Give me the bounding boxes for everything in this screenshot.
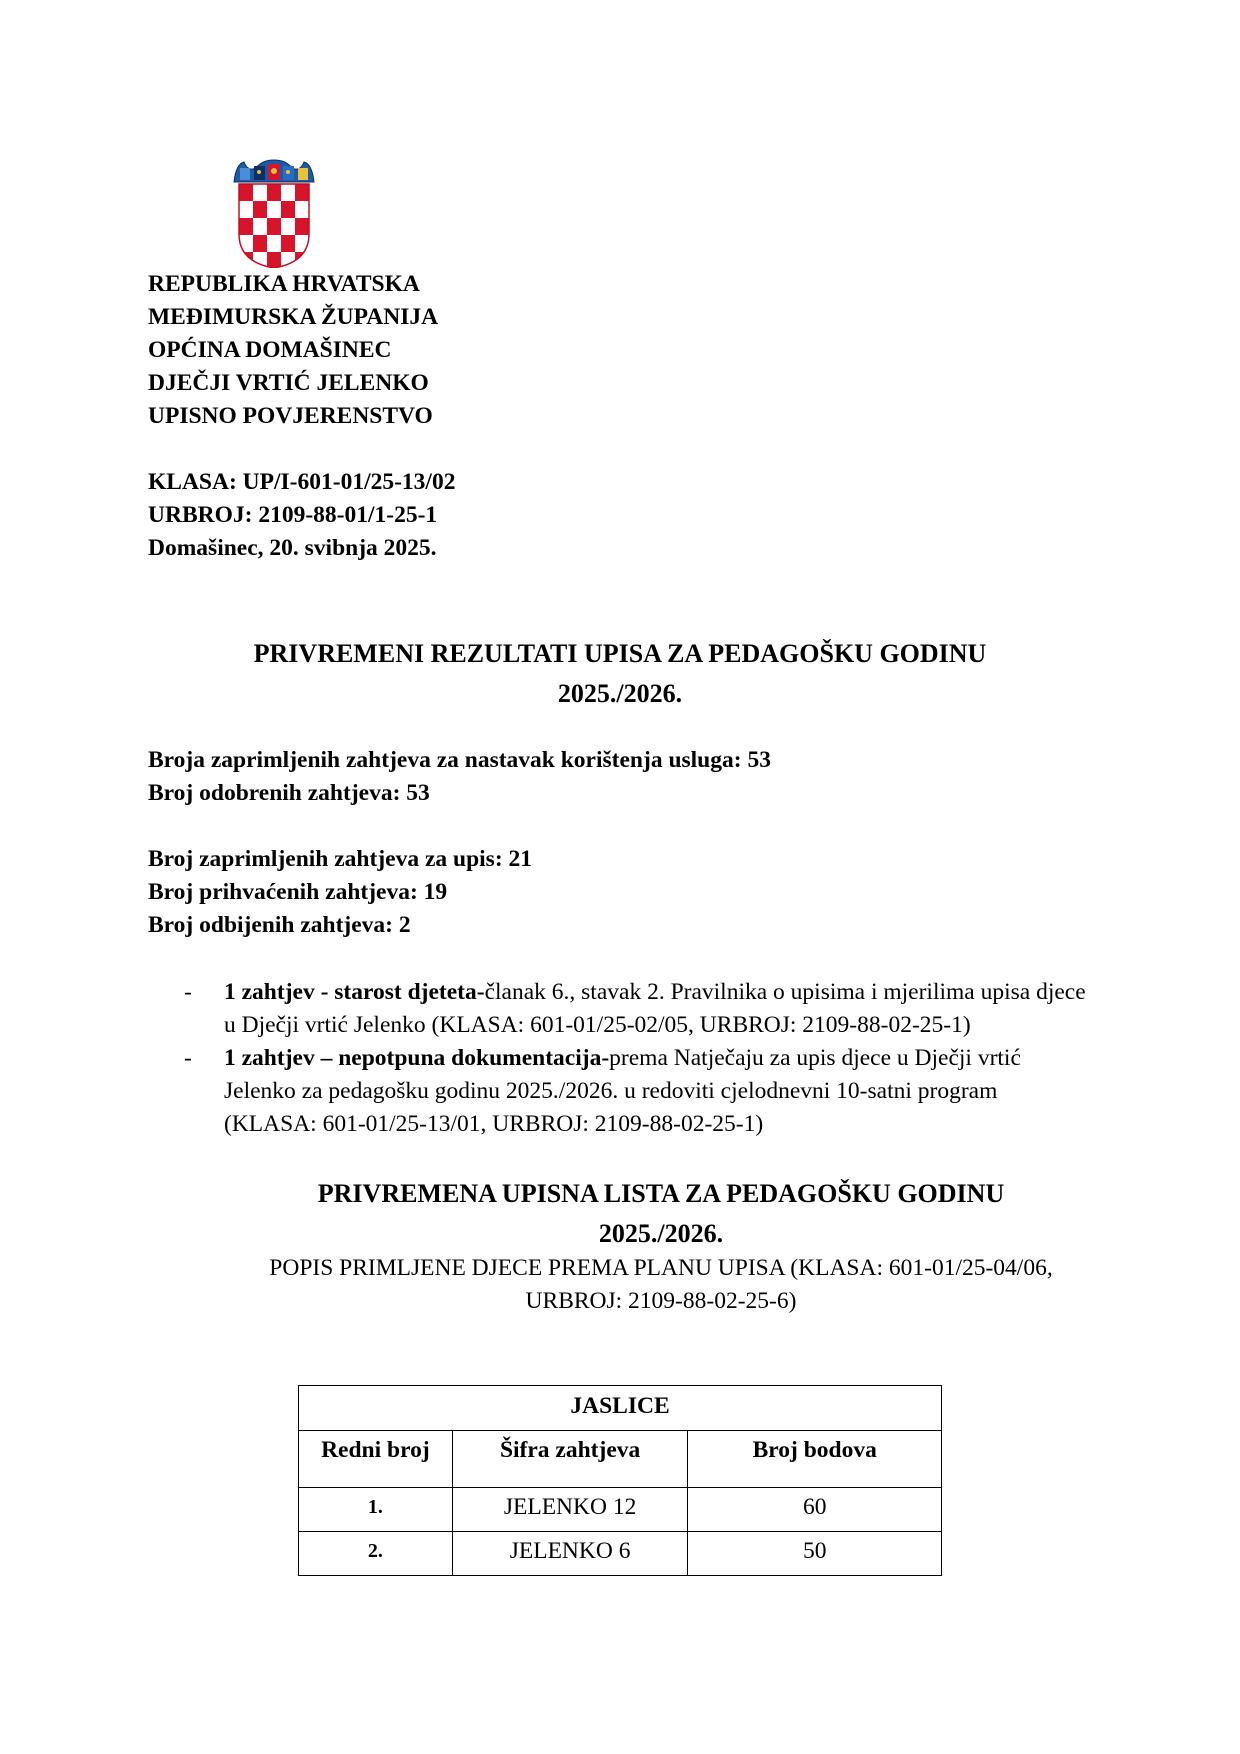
table-row bbox=[299, 1488, 942, 1532]
header-line-kindergarten: DJEČJI VRTIĆ JELENKO bbox=[148, 370, 429, 396]
institution-header bbox=[148, 268, 438, 433]
reference-block bbox=[148, 466, 455, 565]
enrollment-stats bbox=[148, 843, 532, 942]
enrollment-received: Broj zaprimljenih zahtjeva za upis: 21 bbox=[148, 846, 533, 872]
header-line-municipality: OPĆINA DOMAŠINEC bbox=[148, 337, 392, 363]
row-points: 50 bbox=[688, 1532, 942, 1576]
reason-text: prema Natječaju za upis djece u Dječji vrtić Jelenko za pedagošku godinu 2025./2026. u redoviti cjelodnevni 10-satni program (KLASA: 601-01/25-13/01, URBROJ: 2109-88-02-25-1) bbox=[224, 1045, 1021, 1137]
enrollment-rejected: Broj odbijenih zahtjeva: 2 bbox=[148, 912, 411, 938]
column-header-points: Broj bodova bbox=[688, 1431, 942, 1488]
header-line-committee: UPISNO POVJERENSTVO bbox=[148, 403, 433, 429]
row-order: 2. bbox=[299, 1532, 453, 1576]
bullet-dash: - bbox=[184, 1045, 192, 1071]
table-row bbox=[299, 1532, 942, 1576]
enrollment-accepted: Broj prihvaćenih zahtjeva: 19 bbox=[148, 879, 448, 905]
header-line-county: MEĐIMURSKA ŽUPANIJA bbox=[148, 304, 439, 330]
continuation-approved: Broj odobrenih zahtjeva: 53 bbox=[148, 780, 430, 806]
continuation-received: Broja zaprimljenih zahtjeva za nastavak korištenja usluga: 53 bbox=[148, 747, 771, 773]
results-title-line2: 2025./2026. bbox=[557, 679, 683, 708]
row-points: 60 bbox=[688, 1488, 942, 1532]
row-code: JELENKO 12 bbox=[452, 1488, 688, 1532]
reason-text: članak 6., stavak 2. Pravilnika o upisima i mjerilima upisa djece u Dječji vrtić Jelenko (KLASA: 601-01/25-02/05, URBROJ: 2109-88-02-25-1) bbox=[224, 979, 1086, 1038]
enrollment-table bbox=[298, 1385, 942, 1576]
row-order: 1. bbox=[299, 1488, 453, 1532]
rejection-reason bbox=[148, 1042, 1088, 1141]
column-header-code: Šifra zahtjeva bbox=[452, 1431, 688, 1488]
reason-title: 1 zahtjev – nepotpuna dokumentacija- bbox=[224, 1045, 610, 1071]
continuation-stats bbox=[148, 744, 771, 810]
column-header-order: Redni broj bbox=[299, 1431, 453, 1488]
subtitle-line2: URBROJ: 2109-88-02-25-6) bbox=[525, 1288, 797, 1314]
enrollment-list-title-line1: PRIVREMENA UPISNA LISTA ZA PEDAGOŠKU GODINU bbox=[317, 1179, 1005, 1208]
rejection-reason bbox=[148, 976, 1088, 1042]
header-line-country: REPUBLIKA HRVATSKA bbox=[148, 271, 420, 297]
table-header-row bbox=[299, 1431, 942, 1488]
enrollment-list-title-line2: 2025./2026. bbox=[598, 1219, 724, 1248]
place-date: Domašinec, 20. svibnja 2025. bbox=[148, 535, 437, 561]
subtitle-line1: POPIS PRIMLJENE DJECE PREMA PLANU UPISA (KLASA: 601-01/25-04/06, bbox=[269, 1255, 1053, 1281]
results-title-line1: PRIVREMENI REZULTATI UPISA ZA PEDAGOŠKU GODINU bbox=[253, 639, 987, 668]
bullet-dash: - bbox=[184, 979, 192, 1005]
klasa-number: KLASA: UP/I-601-01/25-13/02 bbox=[148, 469, 456, 495]
enrollment-list-subtitle bbox=[230, 1252, 1092, 1318]
rejection-reasons-list bbox=[148, 976, 1088, 1141]
croatian-coat-of-arms-icon bbox=[232, 158, 316, 268]
urbroj-number: URBROJ: 2109-88-01/1-25-1 bbox=[148, 502, 438, 528]
results-title bbox=[148, 634, 1092, 714]
row-code: JELENKO 6 bbox=[452, 1532, 688, 1576]
enrollment-list-title bbox=[230, 1174, 1092, 1254]
reason-title: 1 zahtjev - starost djeteta- bbox=[224, 979, 485, 1005]
table-group-header: JASLICE bbox=[299, 1386, 942, 1431]
